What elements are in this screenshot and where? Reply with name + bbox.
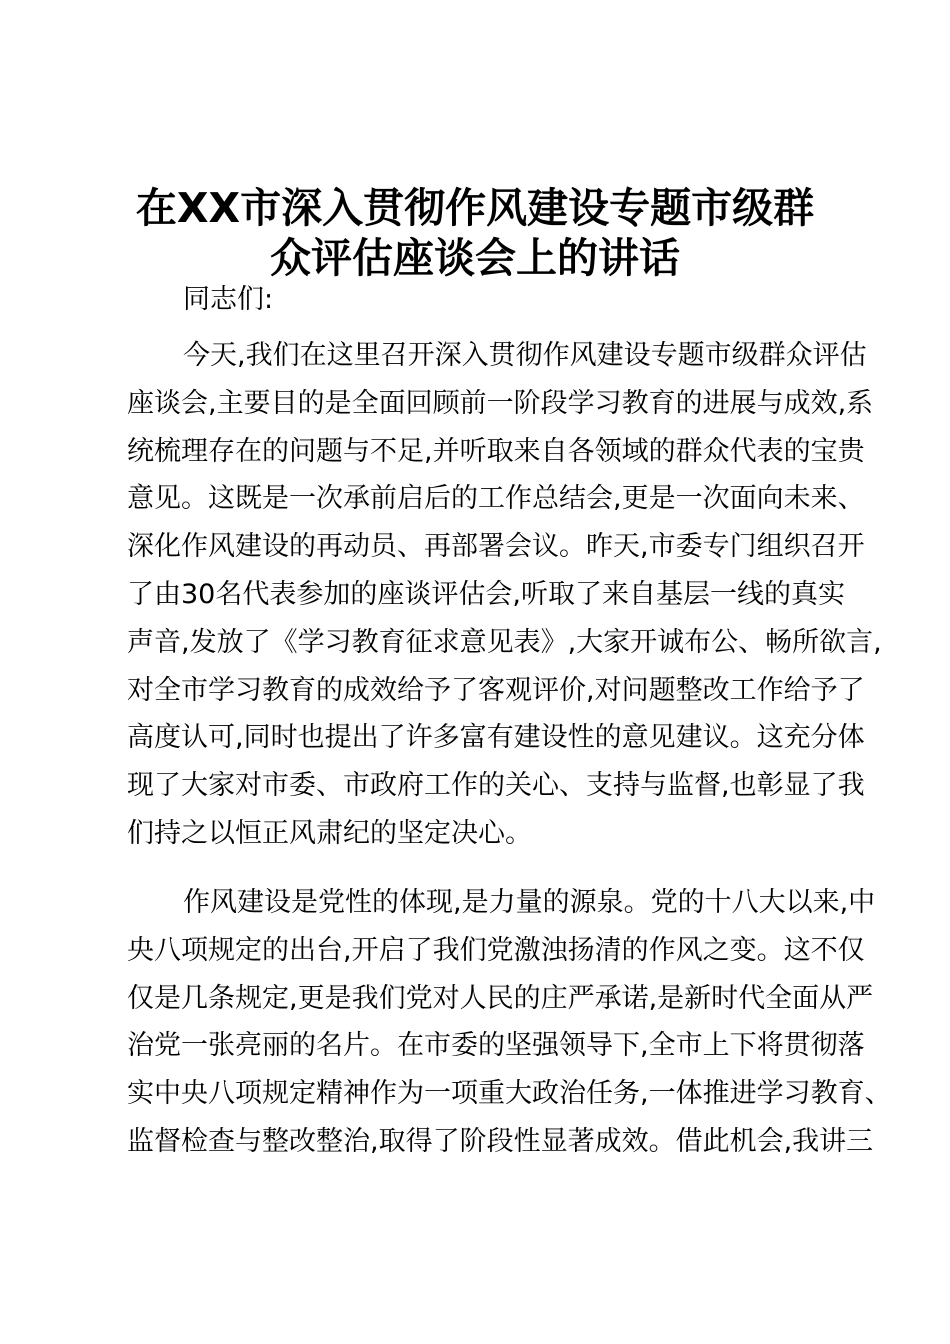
- paragraph-2-line: 实中央八项规定精神作为一项重大政治任务,一体推进学习教育、: [127, 1078, 892, 1110]
- paragraph-1-line: 深化作风建设的再动员、再部署会议。昨天,市委专门组织召开: [127, 531, 865, 563]
- paragraph-2-line: 作风建设是党性的体现,是力量的源泉。党的十八大以来,中: [183, 887, 876, 918]
- paragraph-1-line: 高度认可,同时也提出了许多富有建设性的意见建议。这充分体: [127, 722, 865, 754]
- paragraph-1-line: 统梳理存在的问题与不足,并听取来自各领域的群众代表的宝贵: [127, 435, 865, 467]
- paragraph-1-line: 意见。这既是一次承前启后的工作总结会,更是一次面向未来、: [127, 483, 865, 515]
- paragraph-2-line: 监督检查与整改整治,取得了阶段性显著成效。借此机会,我讲三: [127, 1126, 874, 1157]
- paragraph-1-line: 对全市学习教育的成效给予了客观评价,对问题整改工作给予了: [127, 674, 865, 706]
- paragraph-2-line: 仅是几条规定,更是我们党对人民的庄严承诺,是新时代全面从严: [127, 982, 874, 1014]
- paragraph-1-line: 们持之以恒正风肃纪的坚定决心。: [127, 818, 532, 849]
- paragraph-1-line: 声音,发放了《学习教育征求意见表》,大家开诚布公、畅所欲言,: [127, 626, 882, 658]
- salutation: 同志们:: [183, 284, 274, 315]
- document-title-line-2: 众评估座谈会上的讲话: [270, 234, 680, 282]
- paragraph-1-line: 了由30名代表参加的座谈评估会,听取了来自基层一线的真实: [127, 579, 845, 610]
- paragraph-1-line: 今天,我们在这里召开深入贯彻作风建设专题市级群众评估: [183, 340, 867, 371]
- paragraph-2-line: 央八项规定的出台,开启了我们党激浊扬清的作风之变。这不仅: [127, 934, 865, 966]
- document-title-line-1: 在XX市深入贯彻作风建设专题市级群: [135, 184, 815, 232]
- paragraph-2-line: 治党一张亮丽的名片。在市委的坚强领导下,全市上下将贯彻落: [127, 1030, 865, 1062]
- paragraph-1-line: 现了大家对市委、市政府工作的关心、支持与监督,也彰显了我: [127, 770, 865, 802]
- paragraph-1-line: 座谈会,主要目的是全面回顾前一阶段学习教育的进展与成效,系: [127, 387, 874, 419]
